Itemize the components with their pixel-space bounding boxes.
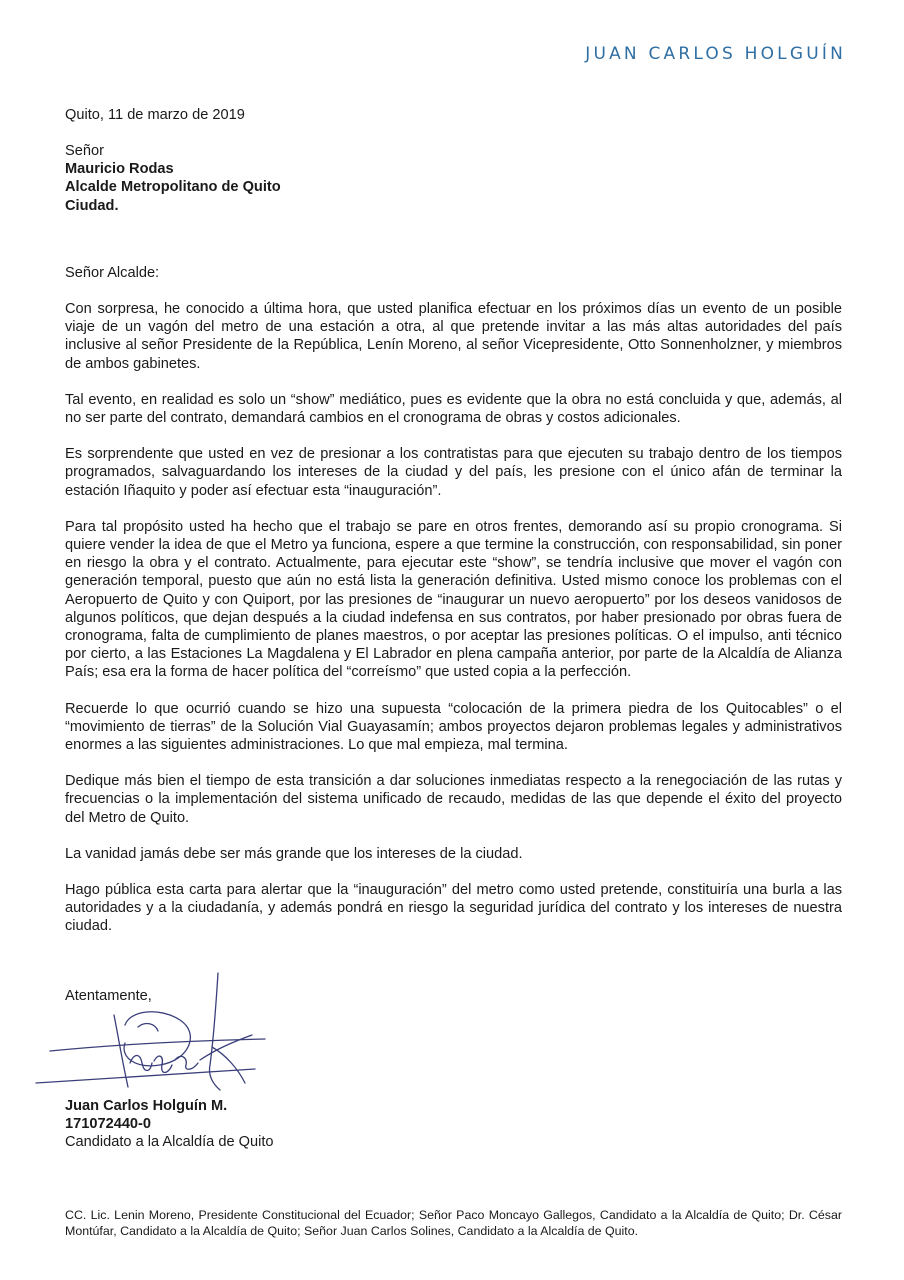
body-paragraph-2: Tal evento, en realidad es solo un “show” mediático, pues es evidente que la obra no está concluida y que, además, al no ser parte del contrato, demandará cambios en el cronograma de obras y costos adicionales. [65,391,842,427]
addressee-block [65,142,842,215]
addressee-name: Mauricio Rodas [65,161,174,178]
body-paragraph-6: Dedique más bien el tiempo de esta transición a dar soluciones inmediatas respecto a la renegociación de las rutas y frecuencias o la implementación del sistema unificado de recaudo, medidas de las que depende el éxito del proyecto del Metro de Quito. [65,773,842,826]
body-paragraph-5: Recuerde lo que ocurrió cuando se hizo una supuesta “colocación de la primera piedra de los Quitocables” o el “movimiento de tierras” de la Solución Vial Guayasamín; ambos proyectos dejaron problemas legales y administrativos enormes a las siguientes administraciones. Lo que mal empieza, mal termina. [65,700,842,754]
signer-block [65,1097,842,1152]
body-paragraph-8: Hago pública esta carta para alertar que la “inauguración” del metro como usted pretende, constituiría una burla a las autoridades y a la ciudadanía, y además pondrá en riesgo la seguridad jurídica del contrato y los intereses de nuestra ciudad. [65,882,842,935]
handwritten-signature [30,965,270,1100]
cc-list: CC. Lic. Lenin Moreno, Presidente Constitucional del Ecuador; Señor Paco Moncayo Gallegos, Candidato a la Alcaldía de Quito; Dr. César Montúfar, Candidato a la Alcaldía de Quito; Señor Juan Carlos Solines, Candidato a la Alcaldía de Quito. [65,1208,842,1238]
addressee-city: Ciudad. [65,197,119,214]
signer-role: Candidato a la Alcaldía de Quito [65,1134,274,1151]
addressee-title: Señor [65,143,104,159]
letterhead-name: JUAN CARLOS HOLGUÍN [585,44,846,64]
body-paragraph-7: La vanidad jamás debe ser más grande que los intereses de la ciudad. [65,845,523,862]
body-paragraph-3: Es sorprendente que usted en vez de presionar a los contratistas para que ejecuten su trabajo dentro de los tiempos programados, salvaguardando los intereses de la ciudad y del país, les presione con el único afán de terminar la estación Iñaquito y poder así efectuar esta “inauguración”. [65,446,842,499]
closing: Atentamente, [65,988,152,1004]
signer-name: Juan Carlos Holguín M. [65,1098,228,1114]
salutation: Señor Alcalde: [65,265,160,281]
signer-id: 171072440-0 [65,1116,152,1133]
addressee-position: Alcalde Metropolitano de Quito [65,179,281,196]
letter-date: Quito, 11 de marzo de 2019 [65,107,245,123]
letter-body [65,300,842,954]
body-paragraph-1: Con sorpresa, he conocido a última hora, que usted planifica efectuar en los próximos días un evento de un posible viaje de un vagón del metro de una estación a otra, al que pretende invitar a las más altas autoridades del país inclusive al señor Presidente de la República, Lenín Moreno, al señor Vicepresidente, Otto Sonnenholzner, y miembros de ambos gabinetes. [65,301,842,372]
body-paragraph-4: Para tal propósito usted ha hecho que el trabajo se pare en otros frentes, demorando así su propio cronograma. Si quiere vender la idea de que el Metro ya funciona, espere a que termine la construcción, con responsabilidad, sin poner en riesgo la obra y el contrato. Actualmente, para ejecutar este “show”, se tendría inclusive que mover el vagón con generación temporal, puesto que aún no está lista la generación definitiva. Usted mismo conoce los problemas con el Aeropuerto de Quito y con Quiport, por las presiones de “inaugurar un nuevo aeropuerto” por los deseos vanidosos de algunos políticos, que dejan después a la ciudad indefensa en sus contratos, por haber presionado por obras fuera de cronograma, falta de cumplimiento de planes maestros, o por aceptar las presiones políticas. O el impulso, anti técnico por cierto, a las Estaciones La Magdalena y El Labrador en plena campaña anterior, por parte de la Alcaldía de Alianza País; esa era la forma de hacer política del “correísmo” que usted copia a la perfección. [65,518,842,681]
